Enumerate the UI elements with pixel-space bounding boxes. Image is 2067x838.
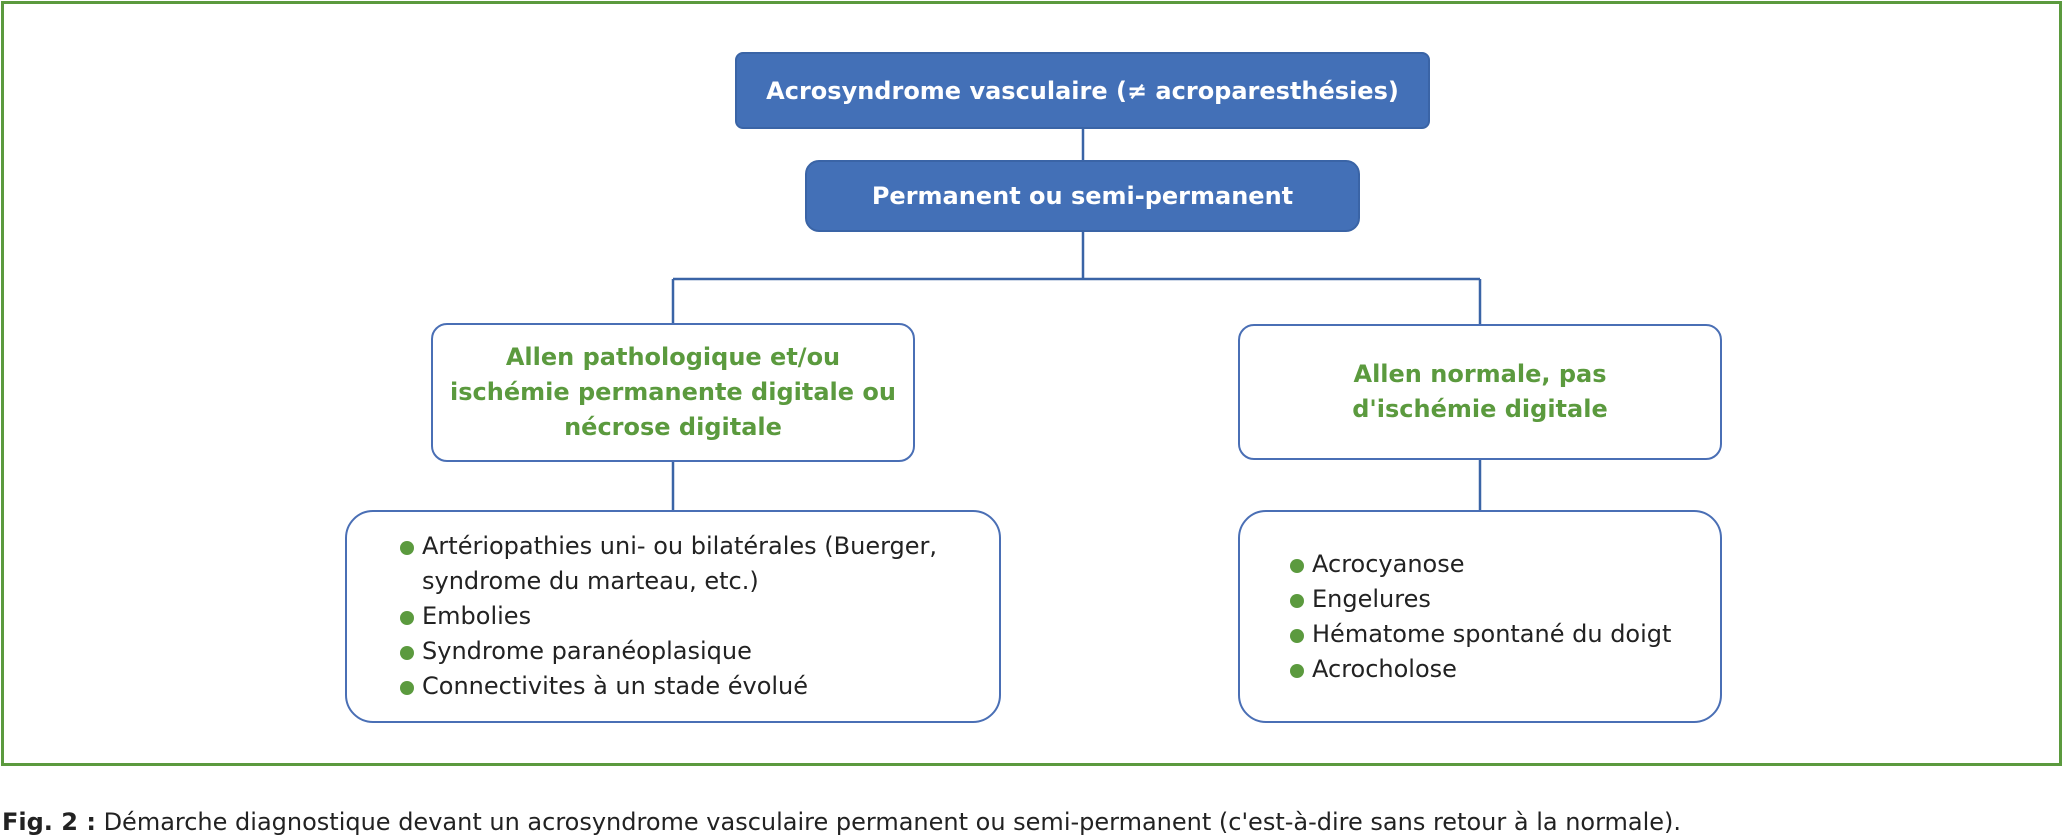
left-branch-heading: Allen pathologique et/ou ischémie permanente digitale ou nécrose digitale [450,343,896,441]
left-list-box [345,510,1001,723]
list-item: Acrocyanose [1290,547,1671,582]
list-item: Hématome spontané du doigt [1290,617,1671,652]
level2-label: Permanent ou semi-permanent [871,182,1294,210]
right-list-box [1238,510,1722,723]
figure-caption [2,808,1681,836]
caption-label: Fig. 2 : [2,808,96,836]
root-label: Acrosyndrome vasculaire (≠ acroparesthésies) [766,76,1399,105]
root-box [735,52,1430,129]
list-item: Embolies [400,599,969,634]
list-item: Artériopathies uni- ou bilatérales (Buerger, syndrome du marteau, etc.) [400,529,969,599]
level2-box [805,160,1360,232]
list-item: Connectivites à un stade évolué [400,669,969,704]
left-list [400,529,969,704]
list-item: Syndrome paranéoplasique [400,634,969,669]
list-item: Engelures [1290,582,1671,617]
left-branch-box [431,323,915,462]
right-branch-box [1238,324,1722,460]
right-list [1290,547,1671,687]
right-branch-heading: Allen normale, pas d'ischémie digitale [1352,360,1608,423]
list-item: Acrocholose [1290,652,1671,687]
caption-text: Démarche diagnostique devant un acrosyndrome vasculaire permanent ou semi-permanent (c'est-à-dire sans retour à la normale). [95,808,1682,836]
